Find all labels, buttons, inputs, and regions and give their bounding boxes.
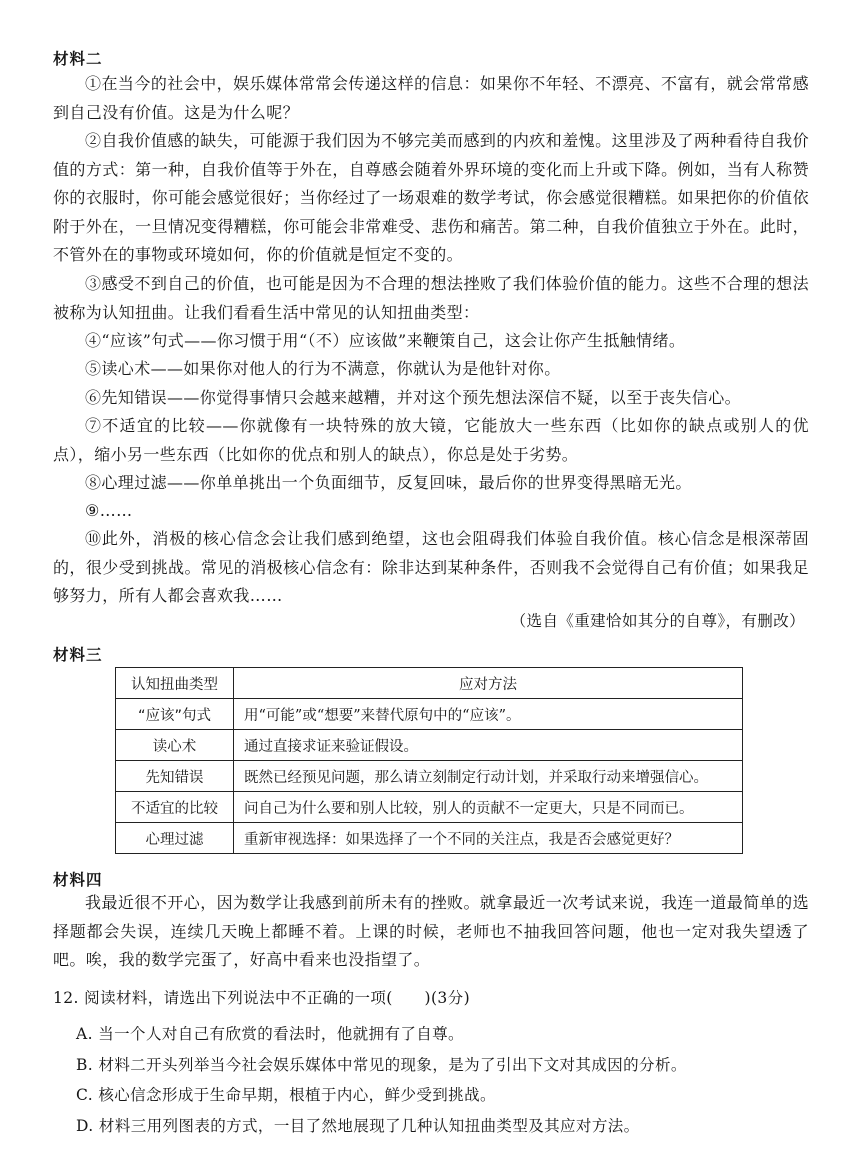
table-row [116,823,743,854]
table-row [116,792,743,823]
material3-heading: 材料三 [53,646,103,664]
answer-options [76,1019,687,1141]
option-c[interactable]: C. 核心信念形成于生命早期，根植于内心，鲜少受到挑战。 [76,1086,496,1104]
table-header-row [116,668,743,699]
material2-paragraph-10: ⑩此外，消极的核心信念会让我们感到绝望，这也会阻碍我们体验自我价值。核心信念是根深蒂固的，很少受到挑战。常见的消极核心信念有：除非达到某种条件，否则我不会觉得自己有价值；如果我足够努力，所有人都会喜欢我…… [53,529,809,605]
material2-paragraph-7: ⑦不适宜的比较——你就像有一块特殊的放大镜，它能放大一些东西（比如你的缺点或别人的优点），缩小另一些东西（比如你的优点和别人的缺点），你总是处于劣势。 [53,416,809,464]
source-citation: （选自《重建恰如其分的自尊》，有删改） [510,612,805,630]
table-header-method: 应对方法 [234,668,743,699]
material2-heading: 材料二 [53,50,103,68]
material4-heading: 材料四 [53,871,103,889]
material2-paragraph-4: ④“应该”句式——你习惯于用“（不）应该做”来鞭策自己，这会让你产生抵触情绪。 [85,331,686,350]
material2-paragraph-5: ⑤读心术——如果你对他人的行为不满意，你就认为是他针对你。 [85,359,561,378]
coping-method-cell: 重新审视选择：如果选择了一个不同的关注点，我是否会感觉更好？ [234,823,743,854]
table-header-type: 认知扭曲类型 [116,668,234,699]
cognitive-distortion-table [115,667,743,854]
material2-paragraph-2: ②自我价值感的缺失，可能源于我们因为不够完美而感到的内疚和羞愧。这里涉及了两种看待自我价值的方式：第一种，自我价值等于外在，自尊感会随着外界环境的变化而上升或下降。例如，当有人称赞你的衣服时，你可能会感觉很好；当你经过了一场艰难的数学考试，你会感觉很糟糕。如果把你的价值依附于外在，一旦情况变得糟糕，你可能会非常难受、悲伤和痛苦。第二种，自我价值独立于外在。此时，不管外在的事物或环境如何，你的价值就是恒定不变的。 [53,131,809,264]
distortion-type-cell: “应该”句式 [116,699,234,730]
distortion-type-cell: 读心术 [116,730,234,761]
option-a[interactable]: A. 当一个人对自己有欣赏的看法时，他就拥有了自尊。 [76,1025,464,1043]
material2-paragraph-9: ⑨…… [85,501,133,520]
distortion-type-cell: 先知错误 [116,761,234,792]
material2-paragraph-6: ⑥先知错误——你觉得事情只会越来越糟，并对这个预先想法深信不疑，以至于丧失信心。 [85,388,742,407]
material4-paragraph: 我最近很不开心，因为数学让我感到前所未有的挫败。就拿最近一次考试来说，我连一道最简单的选择题都会失误，连续几天晚上都睡不着。上课的时候，老师也不抽我回答问题，他也一定对我失望透了吧。唉，我的数学完蛋了，好高中看来也没指望了。 [53,893,809,969]
table-row [116,699,743,730]
distortion-type-cell: 心理过滤 [116,823,234,854]
table-row [116,761,743,792]
option-d[interactable]: D. 材料三用列图表的方式，一目了然地展现了几种认知扭曲类型及其应对方法。 [76,1116,640,1135]
table-row [116,730,743,761]
material2-paragraph-8: ⑧心理过滤——你单单挑出一个负面细节，反复回味，最后你的世界变得黑暗无光。 [85,473,692,492]
coping-method-cell: 通过直接求证来验证假设。 [234,730,743,761]
coping-method-cell: 用“可能”或“想要”来替代原句中的“应该”。 [234,699,743,730]
material2-paragraph-1: ①在当今的社会中，娱乐媒体常常会传递这样的信息：如果你不年轻、不漂亮、不富有，就会常常感到自己没有价值。这是为什么呢？ [53,74,809,122]
option-b[interactable]: B. 材料二开头列举当今社会娱乐媒体中常见的现象，是为了引出下文对其成因的分析。 [76,1055,687,1074]
coping-method-cell: 既然已经预见问题，那么请立刻制定行动计划，并采取行动来增强信心。 [234,761,743,792]
coping-method-cell: 问自己为什么要和别人比较，别人的贡献不一定更大，只是不同而已。 [234,792,743,823]
question-stem: 12. 阅读材料，请选出下列说法中不正确的一项( )(3分) [53,989,471,1007]
material2-paragraph-3: ③感受不到自己的价值，也可能是因为不合理的想法挫败了我们体验价值的能力。这些不合理的想法被称为认知扭曲。让我们看看生活中常见的认知扭曲类型： [53,274,809,322]
distortion-type-cell: 不适宜的比较 [116,792,234,823]
